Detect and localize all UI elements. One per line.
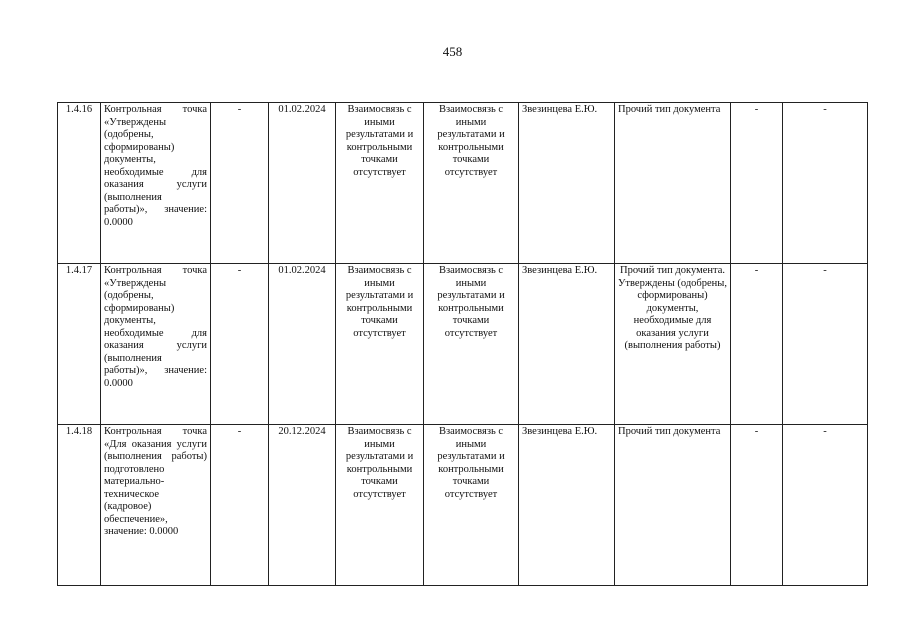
row-number: 1.4.18 <box>58 425 101 586</box>
relation-cell: Взаимосвязь с иными результатами и контрольными точками отсутствует <box>424 103 519 264</box>
responsible-cell: Звезинцева Е.Ю. <box>519 425 615 586</box>
responsible-cell: Звезинцева Е.Ю. <box>519 103 615 264</box>
document-type-cell: Прочий тип документа <box>615 425 731 586</box>
dash-cell: - <box>783 103 868 264</box>
control-point-name: Контрольная точка «Для оказания услуги (выполнения работы) подготовлено материально-техническое (кадровое) обеспечение», значение: 0.0000 <box>101 425 211 586</box>
document-type-cell: Прочий тип документа <box>615 103 731 264</box>
dash-cell: - <box>731 264 783 425</box>
relation-cell: Взаимосвязь с иными результатами и контрольными точками отсутствует <box>336 425 424 586</box>
dash-cell: - <box>731 425 783 586</box>
table-row <box>58 264 868 425</box>
row-number: 1.4.17 <box>58 264 101 425</box>
control-point-name: Контрольная точка «Утверждены (одобрены, сформированы) документы, необходимые для оказания услуги (выполнения работы)», значение: 0.0000 <box>101 103 211 264</box>
relation-cell: Взаимосвязь с иными результатами и контрольными точками отсутствует <box>336 103 424 264</box>
date-cell: 01.02.2024 <box>269 264 336 425</box>
row-number: 1.4.16 <box>58 103 101 264</box>
table-row <box>58 103 868 264</box>
control-points-table <box>57 102 868 586</box>
date-cell: 01.02.2024 <box>269 103 336 264</box>
relation-cell: Взаимосвязь с иными результатами и контрольными точками отсутствует <box>424 264 519 425</box>
table-row <box>58 425 868 586</box>
control-point-name: Контрольная точка «Утверждены (одобрены, сформированы) документы, необходимые для оказания услуги (выполнения работы)», значение: 0.0000 <box>101 264 211 425</box>
dash-cell: - <box>783 425 868 586</box>
dash-cell: - <box>211 425 269 586</box>
date-cell: 20.12.2024 <box>269 425 336 586</box>
relation-cell: Взаимосвязь с иными результатами и контрольными точками отсутствует <box>336 264 424 425</box>
dash-cell: - <box>783 264 868 425</box>
responsible-cell: Звезинцева Е.Ю. <box>519 264 615 425</box>
relation-cell: Взаимосвязь с иными результатами и контрольными точками отсутствует <box>424 425 519 586</box>
page-number: 458 <box>442 44 463 59</box>
dash-cell: - <box>211 103 269 264</box>
document-type-cell: Прочий тип документа. Утверждены (одобрены, сформированы) документы, необходимые для оказания услуги (выполнения работы) <box>615 264 731 425</box>
dash-cell: - <box>731 103 783 264</box>
dash-cell: - <box>211 264 269 425</box>
